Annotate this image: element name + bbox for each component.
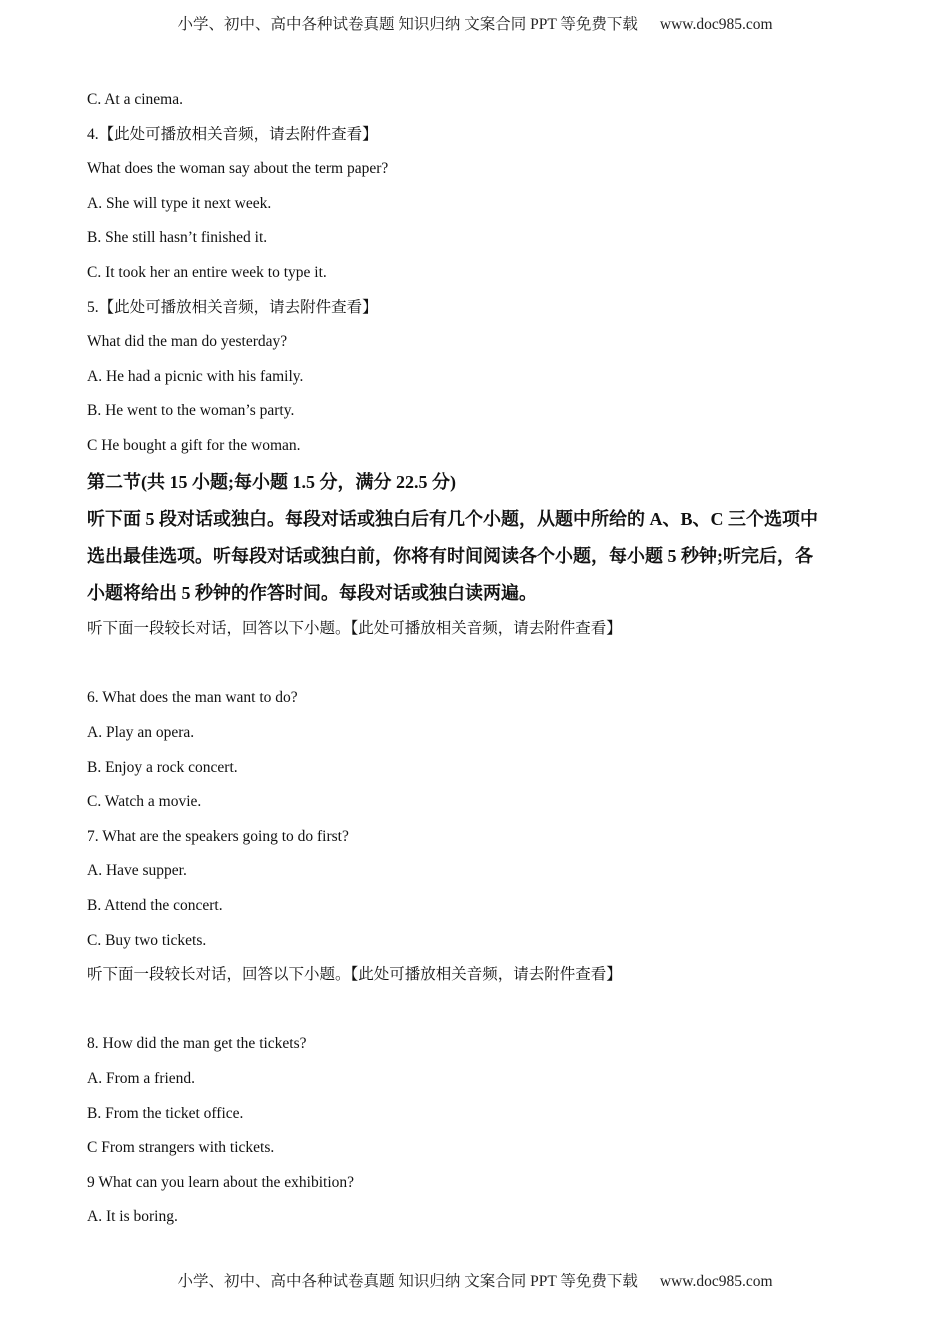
header-text: 小学、初中、高中各种试卷真题 知识归纳 文案合同 PPT 等免费下载 <box>177 16 638 33</box>
audio-placeholder-q4: 4.【此处可播放相关音频，请去附件查看】 <box>87 125 378 143</box>
footer-text: 小学、初中、高中各种试卷真题 知识归纳 文案合同 PPT 等免费下载 <box>177 1273 638 1290</box>
question-line: 7. What are the speakers going to do first? <box>87 827 349 845</box>
option-line: C. It took her an entire week to type it. <box>87 263 327 281</box>
option-line: A. She will type it next week. <box>87 194 272 212</box>
option-line: B. From the ticket office. <box>87 1104 244 1122</box>
part1-questions <box>87 88 877 469</box>
option-line: C. Buy two tickets. <box>87 931 207 949</box>
option-line: C From strangers with tickets. <box>87 1139 275 1157</box>
option-line: C. Watch a movie. <box>87 793 202 811</box>
option-line: B. Enjoy a rock concert. <box>87 758 238 776</box>
section2-heading <box>87 469 877 618</box>
option-line: A. From a friend. <box>87 1070 196 1087</box>
dialog-b <box>87 963 877 1240</box>
section2-instruction-line: 小题将给出 5 秒钟的作答时间。每段对话或独白读两遍。 <box>87 583 537 604</box>
question-line: 6. What does the man want to do? <box>87 689 298 707</box>
option-line: C. At a cinema. <box>87 91 183 108</box>
footer-site-link[interactable]: www.doc985.com <box>659 1273 773 1290</box>
option-line: B. She still hasn’t finished it. <box>87 229 268 247</box>
option-line: A. Have supper. <box>87 862 187 880</box>
dialog-intro: 听下面一段较长对话，回答以下小题。【此处可播放相关音频，请去附件查看】 <box>87 620 622 638</box>
blank-line <box>87 998 877 1033</box>
option-line: A. It is boring. <box>87 1208 178 1226</box>
option-line: A. He had a picnic with his family. <box>87 367 304 385</box>
question-line: 9 What can you learn about the exhibition? <box>87 1173 355 1191</box>
dialog-intro: 听下面一段较长对话，回答以下小题。【此处可播放相关音频，请去附件查看】 <box>87 966 622 984</box>
blank-line <box>87 652 877 687</box>
section2-instruction-line: 听下面 5 段对话或独白。每段对话或独白后有几个小题，从题中所给的 A、B、C 三个选项中 <box>87 508 818 529</box>
option-line: A. Play an opera. <box>87 724 195 742</box>
page-header <box>0 12 950 34</box>
section2-instruction-line: 选出最佳选项。听每段对话或独白前，你将有时间阅读各个小题，每小题 5 秒钟;听完后，各 <box>87 545 813 566</box>
page-footer <box>0 1269 950 1291</box>
question-line: What does the woman say about the term paper? <box>87 160 389 178</box>
header-site-link[interactable]: www.doc985.com <box>659 16 773 33</box>
section2-title: 第二节(共 15 小题;每小题 1.5 分，满分 22.5 分) <box>87 471 456 492</box>
option-line: B. Attend the concert. <box>87 897 223 915</box>
option-line: B. He went to the woman’s party. <box>87 402 295 420</box>
audio-placeholder-q5: 5.【此处可播放相关音频，请去附件查看】 <box>87 298 378 316</box>
question-line: 8. How did the man get the tickets? <box>87 1035 307 1053</box>
document-body <box>87 88 877 1240</box>
dialog-a <box>87 617 877 963</box>
option-line: C He bought a gift for the woman. <box>87 436 301 454</box>
question-line: What did the man do yesterday? <box>87 333 288 351</box>
